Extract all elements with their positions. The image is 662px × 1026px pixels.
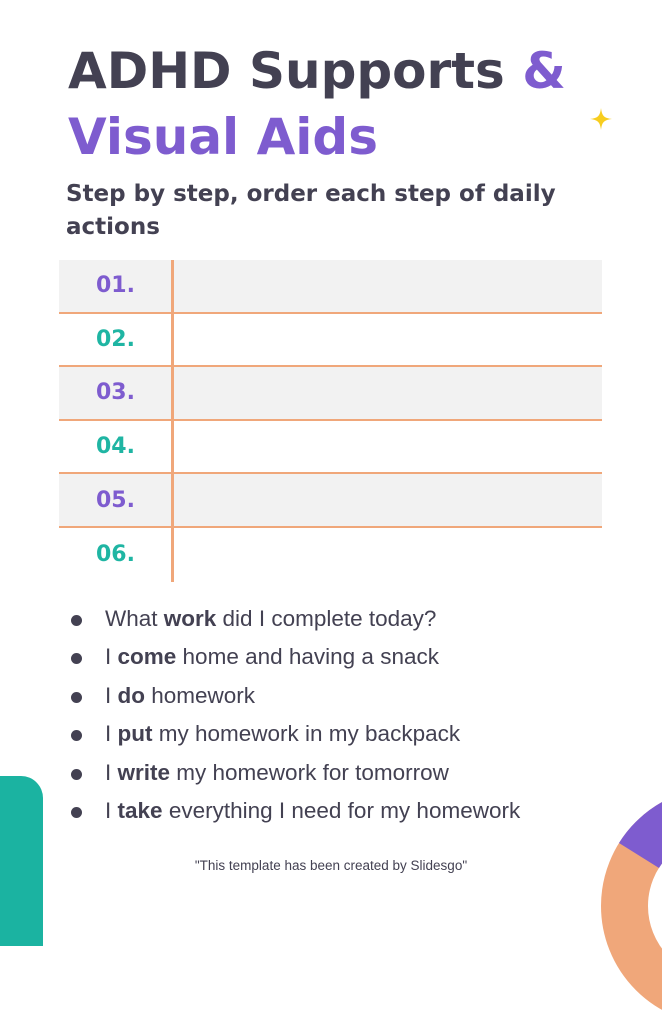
- title-main: ADHD Supports: [68, 42, 505, 100]
- title-ampersand: &: [522, 42, 566, 100]
- item-text: home and having a snack: [176, 644, 439, 669]
- item-text: I: [105, 644, 118, 669]
- item-text: I: [105, 798, 118, 823]
- step-row-1: [59, 260, 602, 314]
- sparkle-star-icon: [590, 108, 612, 130]
- step-row-3: [59, 367, 602, 421]
- actions-list: [70, 603, 520, 833]
- item-verb: put: [118, 721, 153, 746]
- step-number: 02.: [59, 314, 172, 366]
- step-row-5: [59, 474, 602, 528]
- bullet-icon: [71, 769, 82, 780]
- step-row-6: [59, 528, 602, 582]
- list-item: [70, 718, 520, 756]
- step-content-cell[interactable]: [172, 528, 602, 582]
- bullet-icon: [71, 807, 82, 818]
- bullet-icon: [71, 615, 82, 626]
- step-number: 04.: [59, 421, 172, 473]
- item-verb: work: [164, 606, 217, 631]
- item-verb: do: [118, 683, 146, 708]
- item-text: What: [105, 606, 164, 631]
- item-text: everything I need for my homework: [163, 798, 521, 823]
- list-item: [70, 641, 520, 679]
- item-verb: take: [118, 798, 163, 823]
- step-row-2: [59, 314, 602, 368]
- step-number: 06.: [59, 528, 172, 582]
- item-verb: write: [118, 760, 171, 785]
- list-item: [70, 757, 520, 795]
- page-title: [68, 38, 566, 170]
- step-number: 01.: [59, 260, 172, 312]
- steps-table: [59, 260, 602, 582]
- item-text: my homework for tomorrow: [170, 760, 449, 785]
- step-content-cell[interactable]: [172, 367, 602, 419]
- title-line2: Visual Aids: [68, 108, 378, 166]
- item-text: I: [105, 760, 118, 785]
- list-item: [70, 603, 520, 641]
- bullet-icon: [71, 653, 82, 664]
- step-content-cell[interactable]: [172, 474, 602, 526]
- step-number: 03.: [59, 367, 172, 419]
- table-column-divider: [171, 260, 174, 582]
- template-credit: "This template has been created by Slidesgo": [0, 858, 662, 873]
- subtitle: Step by step, order each step of daily actions: [66, 178, 606, 244]
- step-number: 05.: [59, 474, 172, 526]
- teal-rounded-bar-decoration: [0, 776, 43, 946]
- item-verb: come: [118, 644, 177, 669]
- list-item: [70, 795, 520, 833]
- item-text: homework: [145, 683, 255, 708]
- ring-decoration-icon: [600, 786, 662, 1026]
- bullet-icon: [71, 730, 82, 741]
- step-content-cell[interactable]: [172, 421, 602, 473]
- list-item: [70, 680, 520, 718]
- step-content-cell[interactable]: [172, 260, 602, 312]
- bullet-icon: [71, 692, 82, 703]
- item-text: I: [105, 683, 118, 708]
- item-text: did I complete today?: [216, 606, 436, 631]
- step-row-4: [59, 421, 602, 475]
- item-text: my homework in my backpack: [153, 721, 461, 746]
- item-text: I: [105, 721, 118, 746]
- step-content-cell[interactable]: [172, 314, 602, 366]
